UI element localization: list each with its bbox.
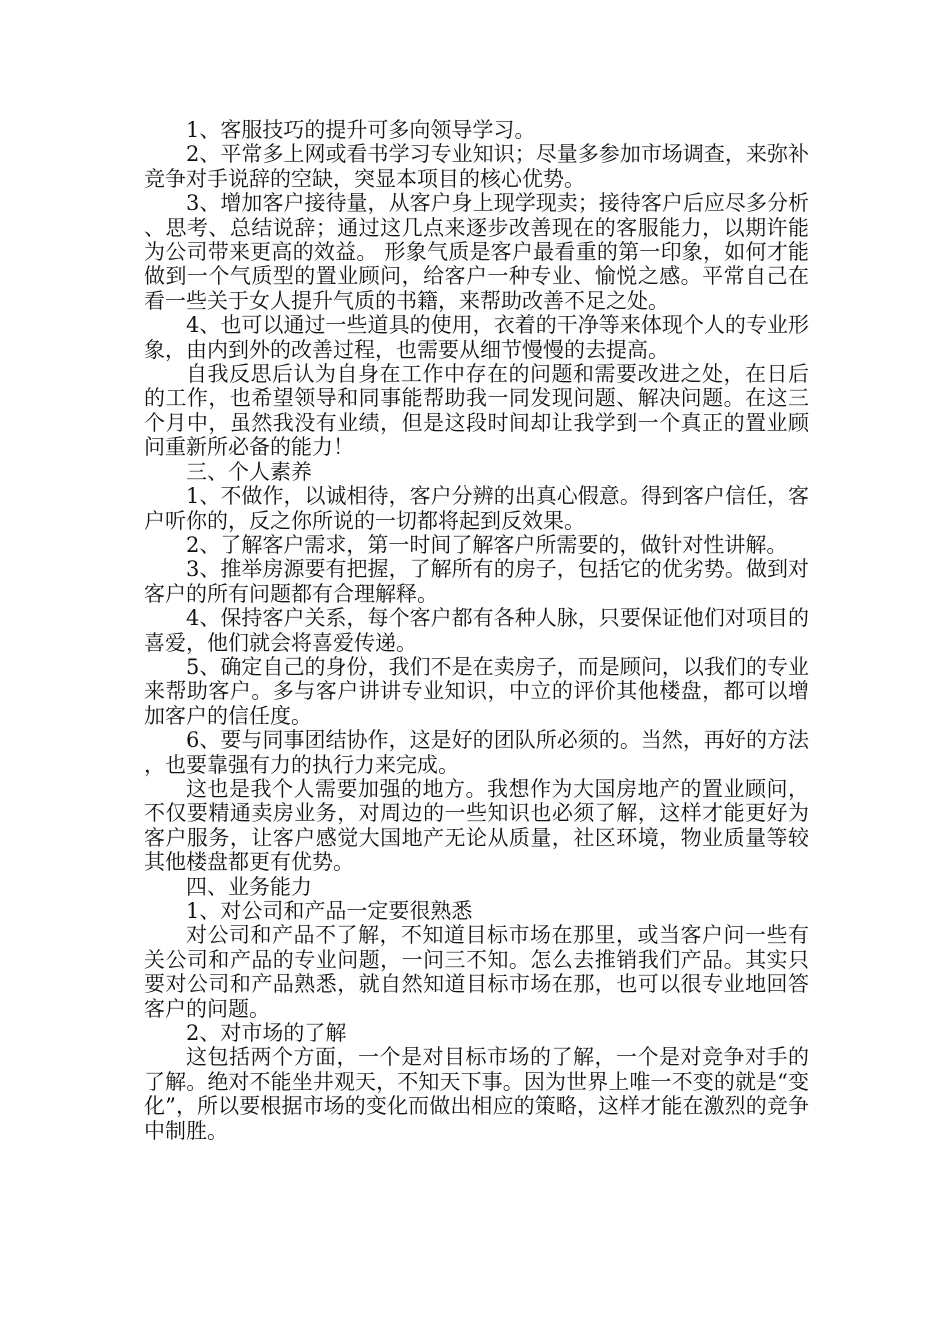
paragraph: 4、也可以通过一些道具的使用，衣着的干净等来体现个人的专业形象，由内到外的改善过程，也需要从细节慢慢的去提高。: [144, 313, 809, 362]
paragraph: 1、不做作，以诚相待，客户分辨的出真心假意。得到客户信任，客户听你的，反之你所说的一切都将起到反效果。: [144, 484, 809, 533]
paragraph: 4、保持客户关系，每个客户都有各种人脉，只要保证他们对项目的喜爱，他们就会将喜爱传递。: [144, 606, 809, 655]
paragraph: 1、客服技巧的提升可多向领导学习。: [186, 118, 536, 142]
paragraph: 6、要与同事团结协作，这是好的团队所必须的。当然，再好的方法，也要靠强有力的执行力来完成。: [144, 728, 809, 777]
paragraph: 这包括两个方面，一个是对目标市场的了解，一个是对竞争对手的了解。绝对不能坐井观天，不知天下事。因为世界上唯一不变的就是“变化”，所以要根据市场的变化而做出相应的策略，这样才能在激烈的竞争中制胜。: [144, 1045, 809, 1143]
document-body: [144, 118, 809, 1143]
paragraph: 对公司和产品不了解，不知道目标市场在那里，或当客户问一些有关公司和产品的专业问题，一问三不知。怎么去推销我们产品。其实只要对公司和产品熟悉，就自然知道目标市场在那，也可以很专业地回答客户的问题。: [144, 923, 809, 1021]
subsection-heading: 1、对公司和产品一定要很熟悉: [186, 899, 473, 923]
section-heading: 四、业务能力: [186, 874, 312, 899]
paragraph: 3、推举房源要有把握，了解所有的房子，包括它的优劣势。做到对客户的所有问题都有合理解释。: [144, 557, 809, 606]
paragraph: 这也是我个人需要加强的地方。我想作为大国房地产的置业顾问，不仅要精通卖房业务，对周边的一些知识也必须了解，这样才能更好为客户服务，让客户感觉大国地产无论从质量，社区环境，物业质量等较其他楼盘都更有优势。: [144, 776, 809, 875]
paragraph: 3、增加客户接待量，从客户身上现学现卖；接待客户后应尽多分析、思考、总结说辞；通过这几点来逐步改善现在的客服能力，以期许能为公司带来更高的效益。 形象气质是客户最看重的第一印象，如何才能做到一个气质型的置业顾问，给客户一种专业、愉悦之感。平常自己在看一些关于女人提升气质的书籍，来帮助改善不足之处。: [144, 191, 809, 313]
paragraph: 2、了解客户需求，第一时间了解客户所需要的，做针对性讲解。: [186, 532, 788, 557]
paragraph: 自我反思后认为自身在工作中存在的问题和需要改进之处，在日后的工作，也希望领导和同事能帮助我一同发现问题、解决问题。在这三个月中，虽然我没有业绩，但是这段时间却让我学到一个真正的置业顾问重新所必备的能力！: [144, 362, 809, 460]
paragraph: 2、平常多上网或看书学习专业知识；尽量多参加市场调查，来弥补竞争对手说辞的空缺，突显本项目的核心优势。: [144, 142, 809, 191]
section-heading: 三、个人素养: [186, 459, 312, 484]
paragraph: 5、确定自己的身份，我们不是在卖房子，而是顾问，以我们的专业来帮助客户。多与客户讲讲专业知识，中立的评价其他楼盘，都可以增加客户的信任度。: [144, 654, 809, 728]
subsection-heading: 2、对市场的了解: [186, 1021, 347, 1046]
